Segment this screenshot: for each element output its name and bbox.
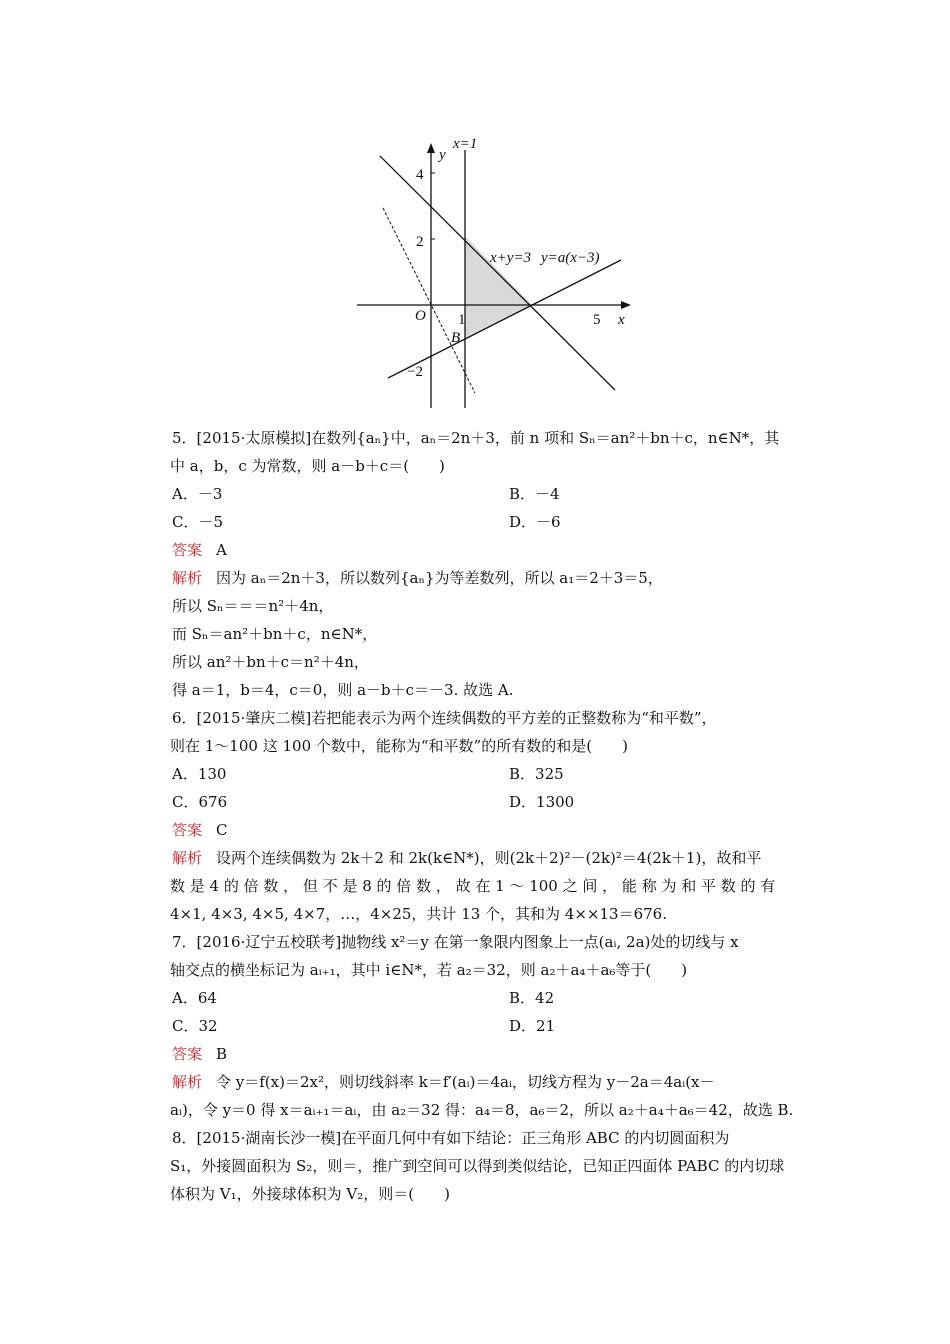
- q5-option-c: C．－5: [172, 513, 224, 531]
- x-label: x: [618, 312, 625, 328]
- origin-label: O: [415, 308, 426, 324]
- analysis-text: 设两个连续偶数为 2k＋2 和 2k(k∈N*)，则(2k＋2)²－(2k)²＝4(2k＋1)，故和平: [216, 849, 762, 867]
- q5-option-d: D．－6: [509, 513, 561, 531]
- x-axis-arrow: [621, 301, 631, 309]
- q5-analysis-line-3: 而 Sₙ＝an²＋bn＋c，n∈N*，: [172, 625, 378, 643]
- q8-stem-line-2: S₁，外接圆面积为 S₂，则＝，推广到空间可以得到类似结论，已知正四面体 PABC 的内切球: [170, 1157, 785, 1175]
- q5-option-b: B．－4: [509, 485, 560, 503]
- analysis-text: 令 y＝f(x)＝2x²，则切线斜率 k＝f′(aᵢ)＝4aᵢ，切线方程为 y－2a＝4aᵢ(x－: [216, 1073, 715, 1091]
- q7-analysis-line-1: [172, 1072, 715, 1092]
- q6-option-b: B．325: [509, 765, 564, 783]
- q8-stem-line-3: 体积为 V₁，外接球体积为 V₂，则＝( ): [170, 1185, 450, 1203]
- label-x-plus-y: x+y=3: [490, 250, 532, 266]
- q7-option-c: C．32: [172, 1017, 218, 1035]
- region-figure: [345, 128, 645, 413]
- y-axis-arrow: [427, 143, 435, 153]
- q5-stem-line-1: 5．[2015·太原模拟]在数列{aₙ}中，aₙ＝2n＋3，前 n 项和 Sₙ＝an²＋bn＋c，n∈N*，其: [172, 429, 780, 447]
- tick-label-y4: 4: [416, 167, 424, 183]
- label-x-eq-1: x=1: [453, 136, 478, 152]
- q7-analysis-line-2: aᵢ)，令 y＝0 得 x＝aᵢ₊₁＝aᵢ，由 a₂＝32 得：a₄＝8，a₆＝2，所以 a₂＋a₄＋a₆＝42，故选 B.: [170, 1101, 794, 1119]
- y-label: y: [439, 147, 446, 163]
- q6-analysis-line-1: [172, 848, 761, 868]
- q5-analysis-line-4: 所以 an²＋bn＋c＝n²＋4n，: [172, 653, 369, 671]
- answer-key-label: 答案: [172, 821, 203, 839]
- q7-stem-line-1: 7．[2016·辽宁五校联考]抛物线 x²＝y 在第一象限内图象上一点(aᵢ, 2a)处的切线与 x: [172, 933, 739, 951]
- answer-value: C: [216, 821, 228, 839]
- q5-analysis-line-1: [172, 568, 663, 588]
- coordinate-plot: [345, 128, 645, 413]
- q7-answer: [172, 1044, 227, 1064]
- label-y-eq-a: y=a(x−3): [541, 250, 600, 266]
- answer-key-label: 答案: [172, 541, 203, 559]
- q6-analysis-line-2: 数 是 4 的 倍 数 ， 但 不 是 8 的 倍 数 ， 故 在 1 ～ 100 之 间 ， 能 称 为 和 平 数 的 有: [170, 877, 776, 895]
- q8-stem-line-1: 8．[2015·湖南长沙一模]在平面几何中有如下结论：正三角形 ABC 的内切圆面积为: [172, 1129, 730, 1147]
- tick-label-y2: 2: [416, 234, 424, 250]
- q6-analysis-line-3: 4×1, 4×3, 4×5, 4×7，…，4×25，共计 13 个，其和为 4××13＝676.: [170, 905, 667, 923]
- answer-key-label: 答案: [172, 1045, 203, 1063]
- q7-option-a: A．64: [172, 989, 217, 1007]
- q6-answer: [172, 820, 228, 840]
- answer-value: A: [216, 541, 227, 559]
- q5-stem-line-2: 中 a，b，c 为常数，则 a－b＋c＝( ): [170, 457, 445, 475]
- q5-answer: [172, 540, 227, 560]
- point-b-label: B: [451, 330, 461, 346]
- q6-option-c: C．676: [172, 793, 228, 811]
- q6-stem-line-1: 6．[2015·肇庆二模]若把能表示为两个连续偶数的平方差的正整数称为“和平数”，: [172, 709, 717, 727]
- q5-analysis-line-2: 所以 Sₙ＝＝＝n²＋4n，: [172, 597, 334, 615]
- dashed-objective-line: [383, 208, 475, 393]
- q7-stem-line-2: 轴交点的横坐标记为 aᵢ₊₁，其中 i∈N*，若 a₂＝32，则 a₂＋a₄＋a₆等于( ): [170, 961, 688, 979]
- tick-label-ym2: −2: [407, 364, 423, 380]
- tick-label-x1: 1: [458, 312, 466, 328]
- analysis-key-label: 解析: [172, 1073, 203, 1091]
- q5-option-a: A．－3: [172, 485, 223, 503]
- q5-analysis-line-5: 得 a＝1，b＝4，c＝0，则 a－b＋c＝－3. 故选 A.: [172, 681, 514, 699]
- answer-value: B: [216, 1045, 228, 1063]
- analysis-key-label: 解析: [172, 569, 203, 587]
- q7-option-d: D．21: [509, 1017, 556, 1035]
- q6-stem-line-2: 则在 1～100 这 100 个数中，能称为“和平数”的所有数的和是( ): [170, 737, 628, 755]
- analysis-text: 因为 aₙ＝2n＋3，所以数列{aₙ}为等差数列，所以 a₁＝2＋3＝5，: [216, 569, 663, 587]
- analysis-key-label: 解析: [172, 849, 203, 867]
- q7-option-b: B．42: [509, 989, 555, 1007]
- q6-option-d: D．1300: [509, 793, 575, 811]
- tick-label-x5: 5: [593, 312, 601, 328]
- q6-option-a: A．130: [172, 765, 227, 783]
